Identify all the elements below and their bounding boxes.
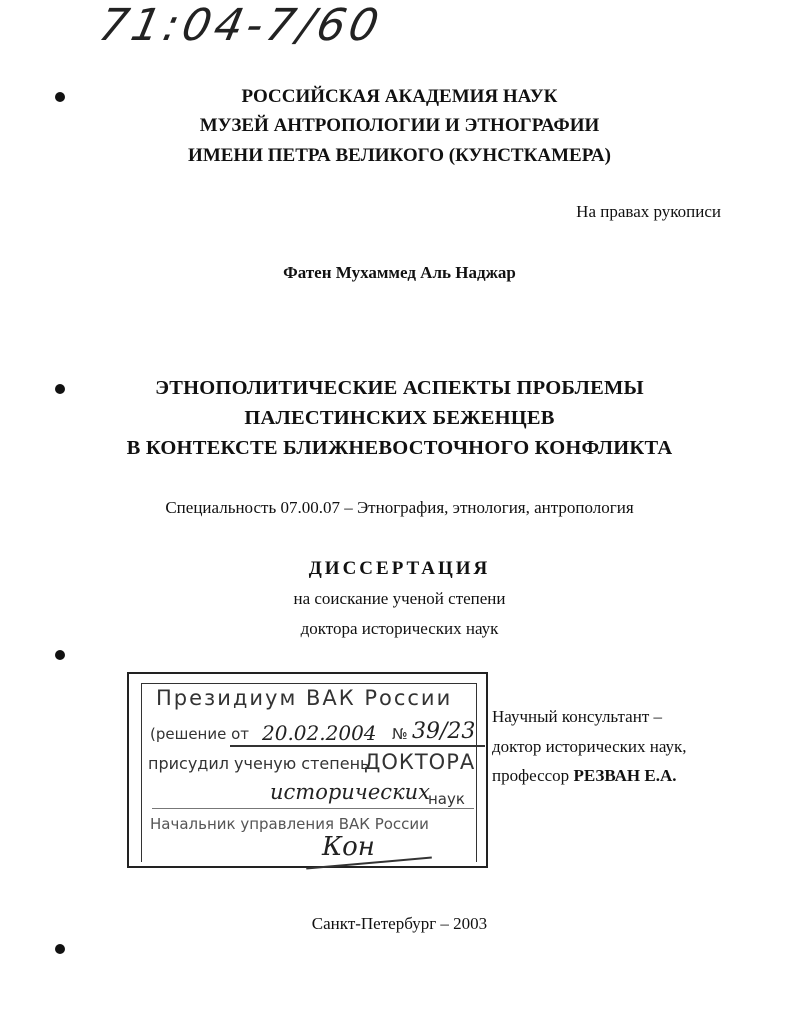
specialty: Специальность 07.00.07 – Этнография, этнология, антропология	[165, 498, 634, 517]
stamp-awarded-label: присудил ученую степень	[148, 754, 370, 773]
title-line-3: В КОНТЕКСТЕ БЛИЖНЕВОСТОЧНОГО КОНФЛИКТА	[126, 437, 673, 459]
stamp-field-suffix: наук	[428, 790, 465, 808]
stamp-head-label: Начальник управления ВАК России	[150, 815, 429, 833]
stamp-degree: ДОКТОРА	[364, 750, 476, 774]
stamp-number-label: №	[392, 725, 408, 743]
stamp-decision-label: (решение от	[150, 725, 250, 743]
degree-line-1: на соискание ученой степени	[293, 589, 506, 608]
degree-line-2: доктора исторических наук	[300, 619, 499, 638]
punch-hole-mark	[55, 650, 65, 660]
consultant-line-2: доктор исторических наук,	[492, 737, 687, 756]
rights-note: На правах рукописи	[576, 202, 721, 221]
consultant-name: РЕЗВАН Е.А.	[573, 766, 677, 785]
title-line-1: ЭТНОПОЛИТИЧЕСКИЕ АСПЕКТЫ ПРОБЛЕМЫ	[155, 377, 644, 399]
document-type: ДИССЕРТАЦИЯ	[308, 558, 491, 579]
institution-line-1: РОССИЙСКАЯ АКАДЕМИЯ НАУК	[241, 86, 558, 107]
author-name: Фатен Мухаммед Аль Наджар	[283, 263, 516, 282]
archive-number: 71:04-7/60	[94, 0, 387, 51]
stamp-signature: Кон	[322, 832, 375, 862]
consultant-line-1: Научный консультант –	[492, 707, 662, 726]
stamp-decision-date: 20.02.2004	[262, 721, 377, 745]
consultant-line-3	[492, 766, 676, 786]
punch-hole-mark	[55, 944, 65, 954]
stamp-decision-number: 39/23	[412, 719, 476, 744]
institution-line-3: ИМЕНИ ПЕТРА ВЕЛИКОГО (КУНСТКАМЕРА)	[188, 145, 611, 166]
stamp-header: Президиум ВАК России	[156, 686, 453, 710]
stamp-field-underline	[152, 808, 474, 809]
stamp-decision-underline	[230, 745, 485, 747]
stamp-field-handwritten: исторических	[270, 780, 430, 804]
institution-line-2: МУЗЕЙ АНТРОПОЛОГИИ И ЭТНОГРАФИИ	[199, 115, 600, 136]
title-line-2: ПАЛЕСТИНСКИХ БЕЖЕНЦЕВ	[244, 407, 555, 429]
city-year: Санкт-Петербург – 2003	[311, 914, 488, 933]
consultant-title: профессор	[492, 766, 574, 785]
